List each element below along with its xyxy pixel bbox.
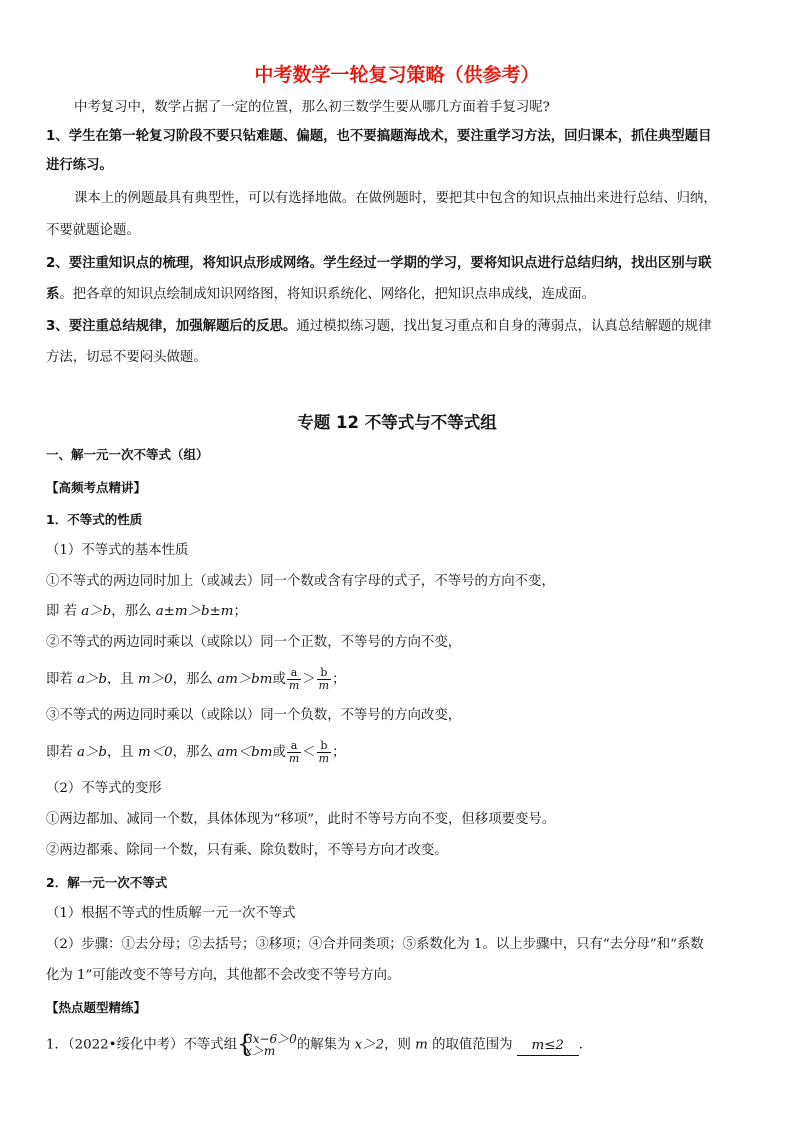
property-3-equation: [46, 740, 345, 765]
fraction-denominator: m: [318, 679, 330, 692]
tip-3-rest: 通过模拟练习题，找出复习重点和自身的薄弱点，认真总结解题的规律: [296, 319, 712, 334]
fraction-numerator: a: [287, 667, 301, 680]
fraction-denominator: m: [288, 752, 300, 765]
eq-text: ，那么: [111, 604, 156, 619]
transform-1: ①两边都加、减同一个数，具体体现为“移项”，此时不等号方向不变，但移项要变号。: [46, 812, 556, 827]
eq-relation: ＞: [302, 672, 316, 687]
eq-text: ；: [233, 604, 247, 619]
eq-math: a＞b: [77, 745, 107, 760]
tip-2-rest: 。把各章的知识点绘制成知识网络图，将知识系统化、网络化，把知识点串成线，连成面。: [59, 287, 596, 302]
eq-text: ，且: [107, 745, 139, 760]
eq-math: a＞b: [81, 604, 112, 619]
eq-text: 即 若: [46, 604, 82, 619]
tip-3-line-2: 方法，切忌不要闷头做题。: [46, 350, 207, 365]
bracket-heading-2: 【热点题型精练】: [46, 1000, 147, 1015]
fraction-denominator: m: [318, 752, 330, 765]
eq-text: 即若: [46, 745, 78, 760]
steps-line-1: （2）步骤：①去分母；②去括号；③移项；④合并同类项；⑤系数化为 1。以上步骤中，只有“去分母”和“系数: [46, 937, 704, 952]
subheading-basic-properties: （1）不等式的基本性质: [46, 543, 189, 558]
tip-1-para-line-2: 不要就题论题。: [46, 223, 140, 238]
question-text: 的取值范围为: [427, 1037, 517, 1053]
section-1-heading: 一、解一元一次不等式（组）: [46, 447, 209, 462]
subheading-solve-linear-inequality: 2．解一元一次不等式: [46, 875, 168, 890]
eq-text: ；: [332, 672, 346, 687]
bracket-heading-1: 【高频考点精讲】: [46, 480, 147, 495]
fraction-b-over-m: [317, 667, 331, 692]
tip-2-bold-end: 系: [46, 287, 60, 302]
eq-text: 或: [272, 672, 286, 687]
property-1: ①不等式的两边同时加上（或减去）同一个数或含有字母的式子，不等号的方向不变，: [46, 574, 555, 589]
eq-text: 即若: [46, 672, 78, 687]
tip-1-line-1: 1、学生在第一轮复习阶段不要只钻难题、偏题，也不要搞题海战术，要注重学习方法，回归课本，抓住典型题目: [46, 129, 712, 144]
transform-2: ②两边都乘、除同一个数，只有乘、除负数时，不等号方向才改变。: [46, 843, 448, 858]
steps-line-2: 化为 1”可能改变不等号方向，其他都不会改变不等号方向。: [46, 968, 401, 983]
system-row-2: x＞m: [245, 1044, 276, 1058]
question-text: ，则: [384, 1037, 416, 1053]
tip-3-bold: 3、要注重总结规律，加强解题后的反思。: [46, 319, 297, 334]
answer-blank: m≤2: [517, 1037, 579, 1056]
question-math: m: [415, 1037, 428, 1053]
intro-paragraph: 中考复习中，数学占据了一定的位置，那么初三数学生要从哪几方面着手复习呢?: [74, 100, 550, 115]
inequality-system: [237, 1030, 297, 1058]
eq-math: am＞bm: [217, 672, 273, 687]
page-title: 中考数学一轮复习策略（供参考）: [254, 64, 540, 86]
subheading-inequality-transform: （2）不等式的变形: [46, 781, 162, 796]
fraction-numerator: a: [287, 740, 301, 753]
eq-math: m＜0: [138, 745, 173, 760]
property-2: ②不等式的两边同时乘以（或除以）同一个正数，不等号的方向不变，: [46, 635, 462, 650]
tip-2-line-1: 2、要注重知识点的梳理，将知识点形成网络。学生经过一学期的学习，要将知识点进行总结归纳，找出区别与联: [46, 256, 712, 271]
topic-title: 专题 12 不等式与不等式组: [297, 413, 497, 432]
question-math: x＞2: [354, 1037, 385, 1053]
eq-math: a＞b: [77, 672, 107, 687]
fraction-numerator: b: [317, 667, 331, 680]
property-1-equation: [46, 603, 247, 621]
fraction-b-over-m: [317, 740, 331, 765]
tip-1-line-2: 进行练习。: [46, 158, 113, 173]
question-1: [46, 1030, 593, 1058]
eq-math: m＞0: [138, 672, 173, 687]
fraction-a-over-m: [287, 667, 301, 692]
tip-2-line-2: [46, 286, 595, 304]
question-text: ．: [578, 1037, 593, 1053]
property-2-equation: [46, 667, 345, 692]
eq-text: 或: [272, 745, 286, 760]
eq-math: am＜bm: [217, 745, 273, 760]
property-3: ③不等式的两边同时乘以（或除以）同一个负数，不等号的方向改变，: [46, 708, 462, 723]
solve-method: （1）根据不等式的性质解一元一次不等式: [46, 906, 296, 921]
fraction-denominator: m: [288, 679, 300, 692]
tip-1-para-line-1: 课本上的例题最具有典型性，可以有选择地做。在做例题时，要把其中包含的知识点抽出来进行总结、归纳，: [74, 191, 717, 206]
fraction-numerator: b: [317, 740, 331, 753]
tip-3-line-1: [46, 318, 711, 336]
system-row-1: 3x−6＞0: [245, 1032, 297, 1046]
eq-text: ；: [332, 745, 346, 760]
subheading-inequality-properties: 1．不等式的性质: [46, 512, 143, 527]
eq-relation: ＜: [302, 745, 316, 760]
eq-text: ，那么: [172, 745, 218, 760]
question-text: 的解集为: [296, 1037, 355, 1053]
brace-icon: {: [237, 1030, 253, 1058]
eq-math: a±m＞b±m: [155, 604, 234, 619]
fraction-a-over-m: [287, 740, 301, 765]
question-text: 1．（2022•绥化中考）不等式组: [46, 1037, 238, 1053]
eq-text: ，那么: [172, 672, 218, 687]
eq-text: ，且: [107, 672, 139, 687]
